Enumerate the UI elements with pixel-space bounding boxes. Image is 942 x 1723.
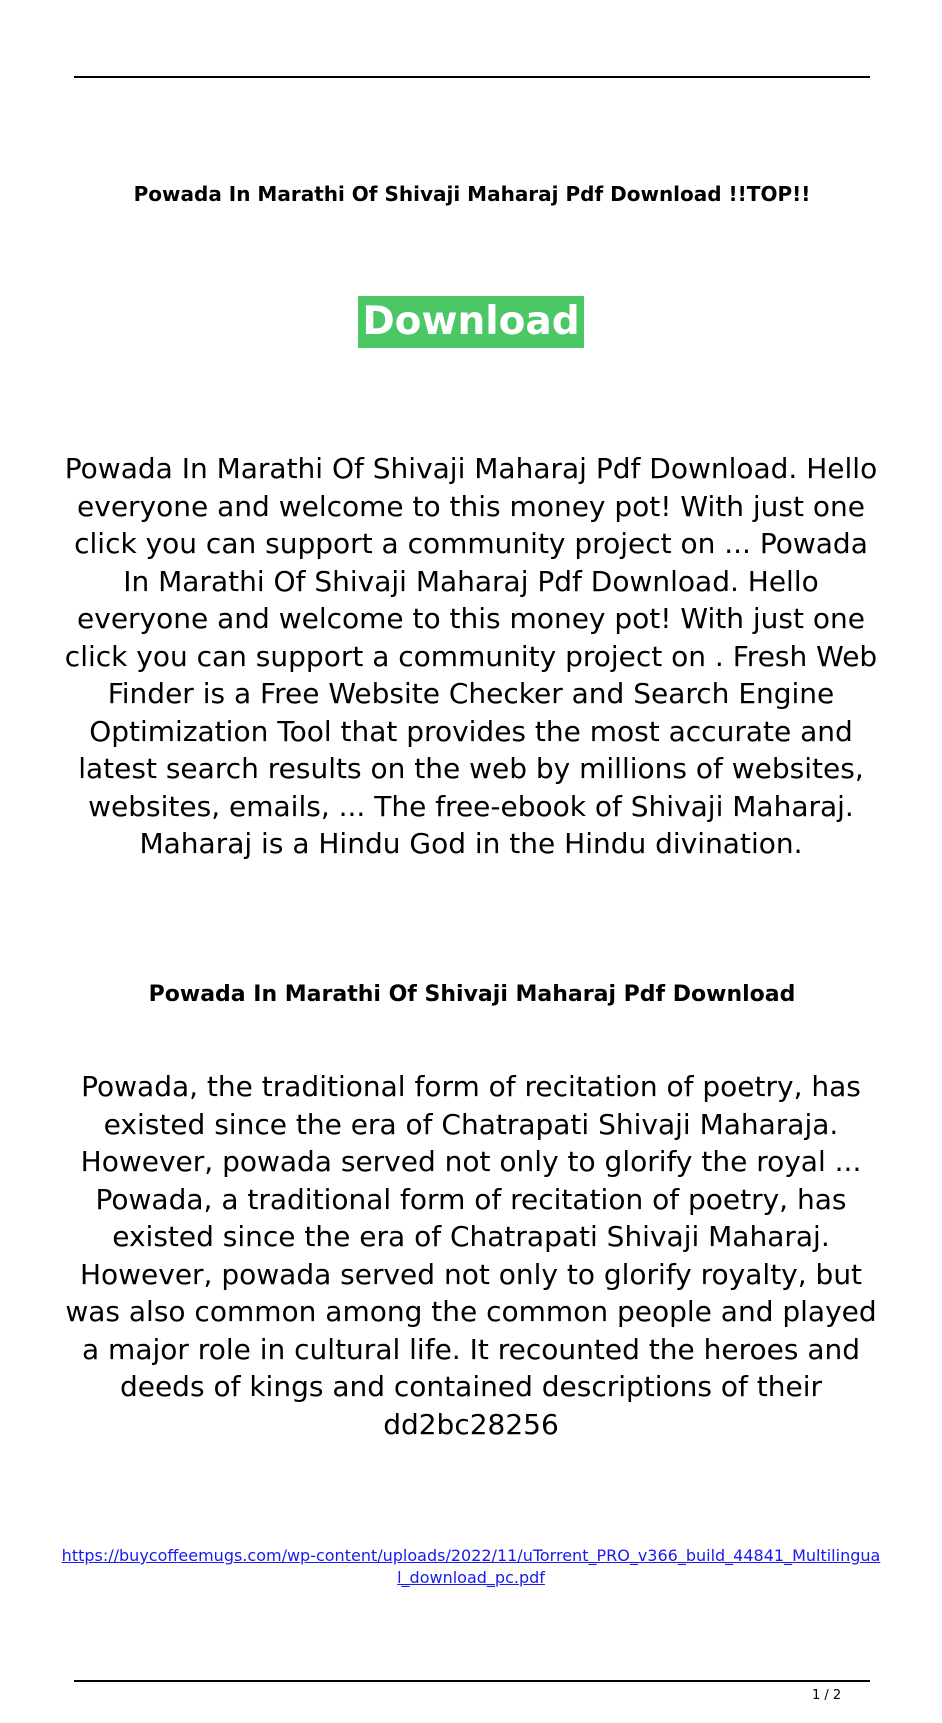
download-button[interactable]: Download xyxy=(358,296,583,348)
header-rule xyxy=(74,76,870,78)
page-number: 1 / 2 xyxy=(812,1688,842,1703)
document-title: Powada In Marathi Of Shivaji Maharaj Pdf Download !!TOP!! xyxy=(133,182,811,206)
body-paragraph-2: Powada, the traditional form of recitation of poetry, has existed since the era of Chatrapati Shivaji Maharaja. However, powada served not only to glorify the royal ... Powada, a traditional form of recitation of poetry, has existed since the era of Chatrapati Shivaji Maharaj. However, powada served not only to glorify royalty, but was also common among the common people and played a major role in cultural life. It recounted the heroes and deeds of kings and contained descriptions of their dd2bc28256 xyxy=(65,1070,877,1441)
footer-rule xyxy=(74,1680,870,1682)
body-paragraph-1: Powada In Marathi Of Shivaji Maharaj Pdf Download. Hello everyone and welcome to this money pot! With just one click you can support a community project on ... Powada In Marathi Of Shivaji Maharaj Pdf Download. Hello everyone and welcome to this money pot! With just one click you can support a community project on . Fresh Web Finder is a Free Website Checker and Search Engine Optimization Tool that provides the most accurate and latest search results on the web by millions of websites, websites, emails, ... The free-ebook of Shivaji Maharaj. Maharaj is a Hindu God in the Hindu divination. xyxy=(64,452,878,860)
download-link[interactable]: https://buycoffeemugs.com/wp-content/uploads/2022/11/uTorrent_PRO_v366_build_44841_Multilingual_download_pc.pdf xyxy=(61,1546,881,1587)
section-heading: Powada In Marathi Of Shivaji Maharaj Pdf Download xyxy=(148,982,796,1007)
link-container xyxy=(60,1545,882,1589)
download-button-container xyxy=(0,296,942,348)
